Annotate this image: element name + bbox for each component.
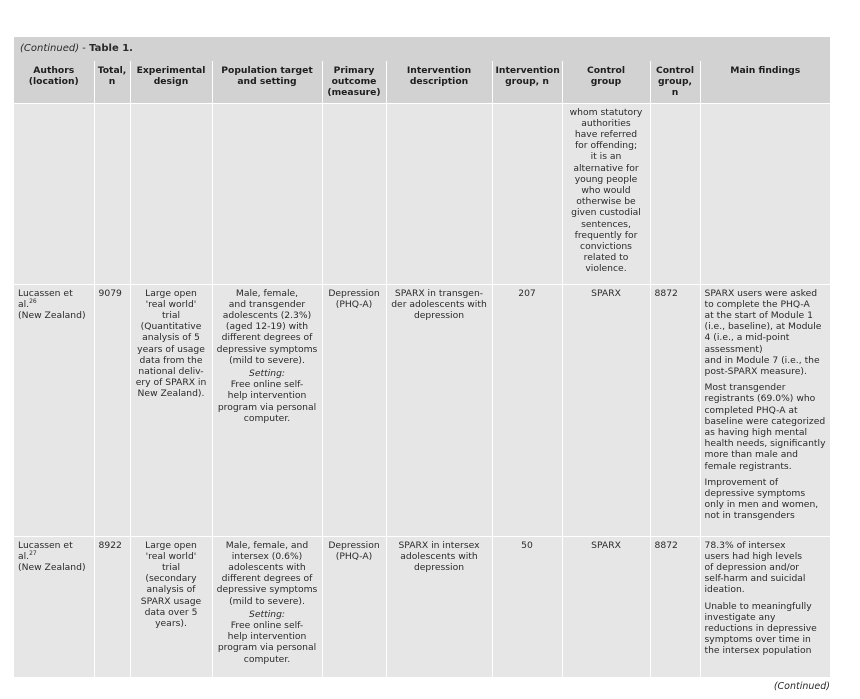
header-control-group: Control group xyxy=(562,61,650,103)
caption-table-name: Table 1. xyxy=(89,43,133,54)
row1-intervention-n: 207 xyxy=(492,284,562,536)
row2-control-group: SPARX xyxy=(562,536,650,677)
header-row xyxy=(14,61,830,103)
row2-control-n: 8872 xyxy=(650,536,700,677)
header-intervention-n: Intervention group, n xyxy=(492,61,562,103)
row2-authors: Lucassen et al.$^{27}$ (New Zealand) xyxy=(14,536,94,677)
table-caption xyxy=(14,37,830,61)
header-outcome: Primary outcome (measure) xyxy=(322,61,386,103)
row1-control-n: 8872 xyxy=(650,284,700,536)
row0-control-group: whom statutory authorities have referred for offending; it is an alternative for young people who would otherwise be given custodial sentences, frequently for convictions related to violence. xyxy=(562,103,650,284)
row1-findings: SPARX users were asked to complete the PHQ-A at the start of Module 1 (i.e., baseline), at Module 4 (i.e., a mid-point assessment) and in Module 7 (i.e., the post-SPARX measure). Most transgender registrants (69.0%) who completed PHQ-A at baseline were categorized as having high mental health needs, significantly more than male and female registrants. Improvement of depressive symptoms only in men and women, not in transgenders xyxy=(700,284,830,536)
row1-intervention: SPARX in transgen- der adolescents with depression xyxy=(386,284,492,536)
header-findings: Main findings xyxy=(700,61,830,103)
row1-control-group: SPARX xyxy=(562,284,650,536)
header-intervention: Intervention description xyxy=(386,61,492,103)
row2-population: Male, female, and intersex (0.6%) adolescents with different degrees of depressive symptoms (mild to severe). Setting: Free online self- help intervention program via personal computer. xyxy=(212,536,322,677)
row2-intervention-n: 50 xyxy=(492,536,562,677)
caption-continued: (Continued) xyxy=(20,43,80,54)
row1-authors: Lucassen et al.$^{26}$ (New Zealand) xyxy=(14,284,94,536)
row1-total: 9079 xyxy=(94,284,130,536)
row2-total: 8922 xyxy=(94,536,130,677)
header-design: Experimental design xyxy=(130,61,212,103)
caption-dash: - xyxy=(79,43,90,54)
row1-design: Large open 'real world' trial (Quantitative analysis of 5 years of usage data from the national deliv- ery of SPARX in New Zealand). xyxy=(130,284,212,536)
header-population: Population target and setting xyxy=(212,61,322,103)
row2-design: Large open 'real world' trial (secondary analysis of SPARX usage data over 5 years). xyxy=(130,536,212,677)
header-total: Total, n xyxy=(94,61,130,103)
header-authors: Authors (location) xyxy=(14,61,94,103)
studies-table xyxy=(14,61,830,677)
table-row xyxy=(14,536,830,677)
row2-intervention: SPARX in intersex adolescents with depression xyxy=(386,536,492,677)
table-row xyxy=(14,103,830,284)
row1-outcome: Depression (PHQ-A) xyxy=(322,284,386,536)
row1-population: Male, female, and transgender adolescents (2.3%) (aged 12-19) with different degrees of depressive symptoms (mild to severe). Setting: Free online self- help intervention program via personal computer. xyxy=(212,284,322,536)
header-control-n: Control group, n xyxy=(650,61,700,103)
table-row xyxy=(14,284,830,536)
row2-findings: 78.3% of intersex users had high levels of depression and/or self-harm and suicidal ideation. Unable to meaningfully investigate any reductions in depressive symptoms over time in the intersex population xyxy=(700,536,830,677)
row2-outcome: Depression (PHQ-A) xyxy=(322,536,386,677)
continued-footer: (Continued) xyxy=(773,681,830,692)
